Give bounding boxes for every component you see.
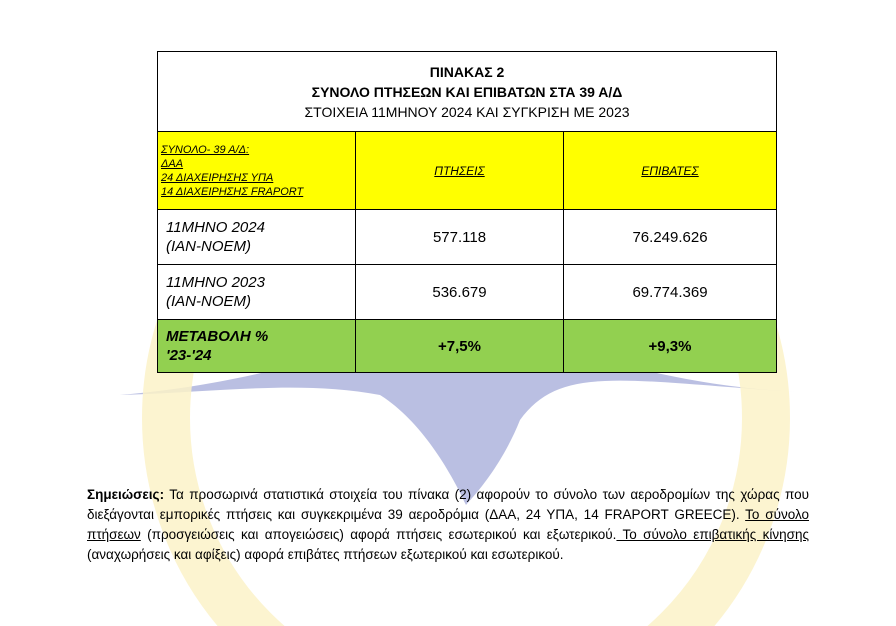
table-row — [158, 210, 777, 265]
table-row — [158, 265, 777, 320]
change-row — [158, 320, 777, 373]
change-label: ΜΕΤΑΒΟΛΗ % '23-'24 — [158, 320, 356, 373]
passengers-change-value: +9,3% — [564, 320, 777, 373]
row-label: 11ΜΗΝΟ 2024 (ΙΑΝ-ΝΟΕΜ) — [158, 210, 356, 265]
table-caption: ΣΤΟΙΧΕΙΑ 11ΜΗΝΟΥ 2024 ΚΑΙ ΣΥΓΚΡΙΣΗ ΜΕ 2023 — [304, 103, 630, 120]
notes-heading: Σημειώσεις: — [87, 487, 165, 502]
flights-value: 577.118 — [356, 210, 564, 265]
passengers-value: 76.249.626 — [564, 210, 777, 265]
table-title: ΠΙΝΑΚΑΣ 2 — [429, 63, 505, 80]
flights-value: 536.679 — [356, 265, 564, 320]
column-header-flights: ΠΤΗΣΕΙΣ — [356, 132, 564, 210]
flights-passengers-table — [157, 51, 777, 373]
table-header — [158, 52, 777, 132]
column-header-passengers: ΕΠΙΒΑΤΕΣ — [564, 132, 777, 210]
table-subtitle: ΣΥΝΟΛΟ ΠΤΗΣΕΩΝ ΚΑΙ ΕΠΙΒΑΤΩΝ ΣΤΑ 39 Α/Δ — [311, 83, 623, 100]
passengers-value: 69.774.369 — [564, 265, 777, 320]
flights-change-value: +7,5% — [356, 320, 564, 373]
airports-label-cell: ΣΥΝΟΛΟ- 39 Α/Δ: ΔΑΑ 24 ΔΙΑΧΕΙΡΗΣΗΣ ΥΠΑ 14 ΔΙΑΧΕΙΡΗΣΗΣ FRAPORT — [158, 132, 356, 210]
row-label: 11ΜΗΝΟ 2023 (ΙΑΝ-ΝΟΕΜ) — [158, 265, 356, 320]
notes-paragraph: Σημειώσεις: Τα προσωρινά στατιστικά στοιχεία του πίνακα (2) αφορούν το σύνολο των αεροδρομίων της χώρας που διεξάγονται εμπορικές πτήσεις και συγκεκριμένα 39 αεροδρόμια (ΔΑΑ, 24 ΥΠΑ, 14 FRAPORT GREECE). Το σύνολο πτήσεων (προσγειώσεις και απογειώσεις) αφορά πτήσεις εσωτερικού και εξωτερικού. Το σύνολο επιβατικής κίνησης (αναχωρήσεις και αφίξεις) αφορά επιβάτες πτήσεων εξωτερικού και εσωτερικού. — [87, 487, 810, 562]
